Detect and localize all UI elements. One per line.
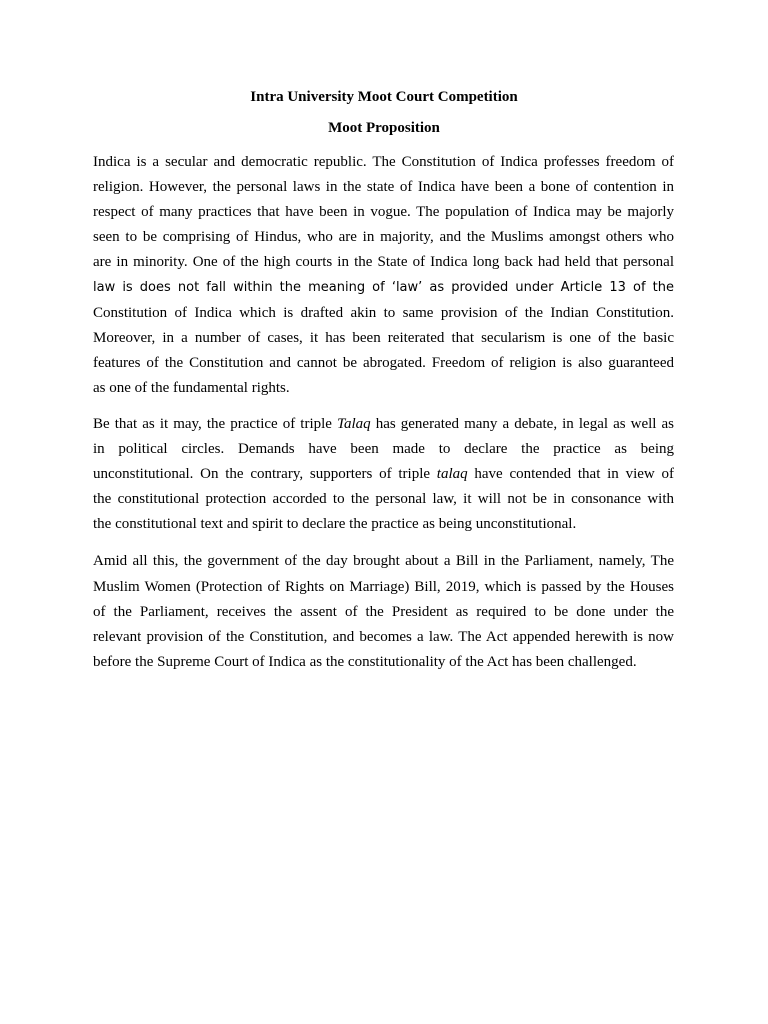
line-text: unconstitutional. On the contrary, supporters of triple bbox=[93, 466, 437, 482]
line-text: has generated many a debate, in legal as well as bbox=[370, 416, 674, 432]
paragraph-line: law is does not fall within the meaning of ‘law’ as provided under Article 13 of the bbox=[93, 280, 674, 295]
document-subtitle: Moot Proposition bbox=[328, 120, 440, 136]
paragraph-line: Moreover, in a number of cases, it has been reiterated that secularism is one of the basic bbox=[93, 330, 674, 346]
paragraph-line: the constitutional protection accorded to the personal law, it will not be in consonance with bbox=[93, 491, 674, 507]
line-text: have contended that in view of bbox=[467, 466, 674, 482]
paragraph-line: Constitution of Indica which is drafted akin to same provision of the Indian Constitution. bbox=[93, 305, 674, 321]
paragraph-line: are in minority. One of the high courts in the State of Indica long back had held that personal bbox=[93, 254, 674, 270]
paragraph-line: features of the Constitution and cannot be abrogated. Freedom of religion is also guaranteed bbox=[93, 355, 674, 371]
italic-term: Talaq bbox=[337, 416, 371, 432]
paragraph-line: of the Parliament, receives the assent of the President as required to be done under the bbox=[93, 604, 674, 620]
paragraph-line: seen to be comprising of Hindus, who are in majority, and the Muslims amongst others who bbox=[93, 229, 674, 245]
line-text: Be that as it may, the practice of triple bbox=[93, 416, 338, 432]
paragraph-line: as one of the fundamental rights. bbox=[93, 380, 290, 396]
italic-term: talaq bbox=[436, 466, 468, 482]
paragraph-line: in political circles. Demands have been made to declare the practice as being bbox=[93, 441, 674, 457]
paragraph-line: relevant provision of the Constitution, and becomes a law. The Act appended herewith is now bbox=[93, 629, 674, 645]
paragraph-line: the constitutional text and spirit to declare the practice as being unconstitutional. bbox=[93, 516, 577, 532]
paragraph-line bbox=[93, 465, 674, 483]
paragraph-line: religion. However, the personal laws in the state of Indica have been a bone of contention in bbox=[93, 179, 674, 195]
paragraph-line bbox=[93, 415, 674, 433]
paragraph-line: Indica is a secular and democratic republic. The Constitution of Indica professes freedom of bbox=[93, 154, 674, 170]
paragraph-line: Amid all this, the government of the day brought about a Bill in the Parliament, namely, The bbox=[93, 553, 674, 569]
paragraph-line: respect of many practices that have been in vogue. The population of Indica may be majorly bbox=[93, 204, 674, 220]
document-title: Intra University Moot Court Competition bbox=[250, 89, 518, 105]
paragraph-line: before the Supreme Court of Indica as the constitutionality of the Act has been challenged. bbox=[93, 654, 637, 670]
paragraph-line: Muslim Women (Protection of Rights on Marriage) Bill, 2019, which is passed by the Houses bbox=[93, 579, 674, 595]
